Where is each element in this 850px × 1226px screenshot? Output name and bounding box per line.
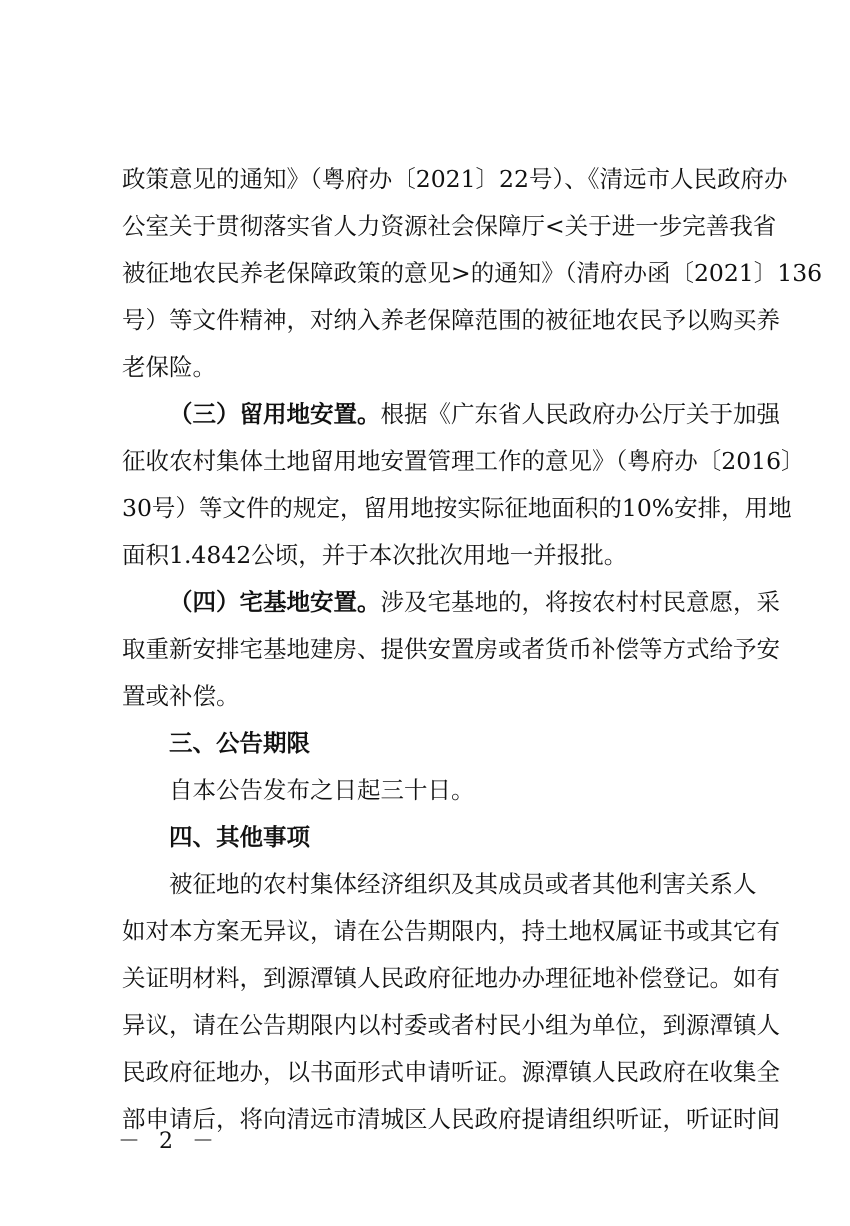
section-4-label: （四）宅基地安置。 (169, 588, 381, 616)
text-line: 置或补偿。 (122, 682, 240, 710)
text-line: 面积1.4842公顷，并于本次批次用地一并报批。 (122, 541, 628, 569)
section-3-text: 根据《广东省人民政府办公厅关于加强 (380, 400, 780, 428)
section-heading-4: 四、其他事项 (169, 823, 310, 851)
text-line: 老保险。 (122, 353, 216, 381)
text-line: 异议，请在公告期限内以村委或者村民小组为单位，到源潭镇人 (122, 1011, 780, 1039)
text-line: 征收农村集体土地留用地安置管理工作的意见》（粤府办〔2016〕 (122, 447, 805, 475)
text-line: 政策意见的通知》（粤府办〔2021〕22号）、《清远市人民政府办 (122, 165, 788, 193)
document-body (122, 156, 823, 1143)
text-line: 被征地的农村集体经济组织及其成员或者其他利害关系人 (169, 870, 757, 898)
text-line: 号）等文件精神，对纳入养老保障范围的被征地农民予以购买养 (122, 306, 780, 334)
text-line: 公室关于贯彻落实省人力资源社会保障厅<关于进一步完善我省 (122, 212, 777, 240)
text-line: 关证明材料，到源潭镇人民政府征地办办理征地补偿登记。如有 (122, 964, 780, 992)
section-4-text: 涉及宅基地的，将按农村村民意愿，采 (380, 588, 780, 616)
section-3-first-line (122, 391, 780, 438)
text-line: 如对本方案无异议，请在公告期限内，持土地权属证书或其它有 (122, 917, 780, 945)
text-line: 取重新安排宅基地建房、提供安置房或者货币补偿等方式给予安 (122, 635, 780, 663)
text-line: 部申请后，将向清远市清城区人民政府提请组织听证，听证时间 (122, 1105, 780, 1133)
text-line: 被征地农民养老保障政策的意见>的通知》（清府办函〔2021〕136 (122, 259, 823, 287)
section-3-label: （三）留用地安置。 (169, 400, 381, 428)
text-line: 30号）等文件的规定，留用地按实际征地面积的10%安排，用地 (122, 494, 792, 522)
text-line: 民政府征地办，以书面形式申请听证。源潭镇人民政府在收集全 (122, 1058, 780, 1086)
page-number: － 2 － (118, 1129, 220, 1154)
text-line: 自本公告发布之日起三十日。 (169, 776, 475, 804)
section-heading-3: 三、公告期限 (169, 729, 310, 757)
section-4-first-line (122, 579, 780, 626)
